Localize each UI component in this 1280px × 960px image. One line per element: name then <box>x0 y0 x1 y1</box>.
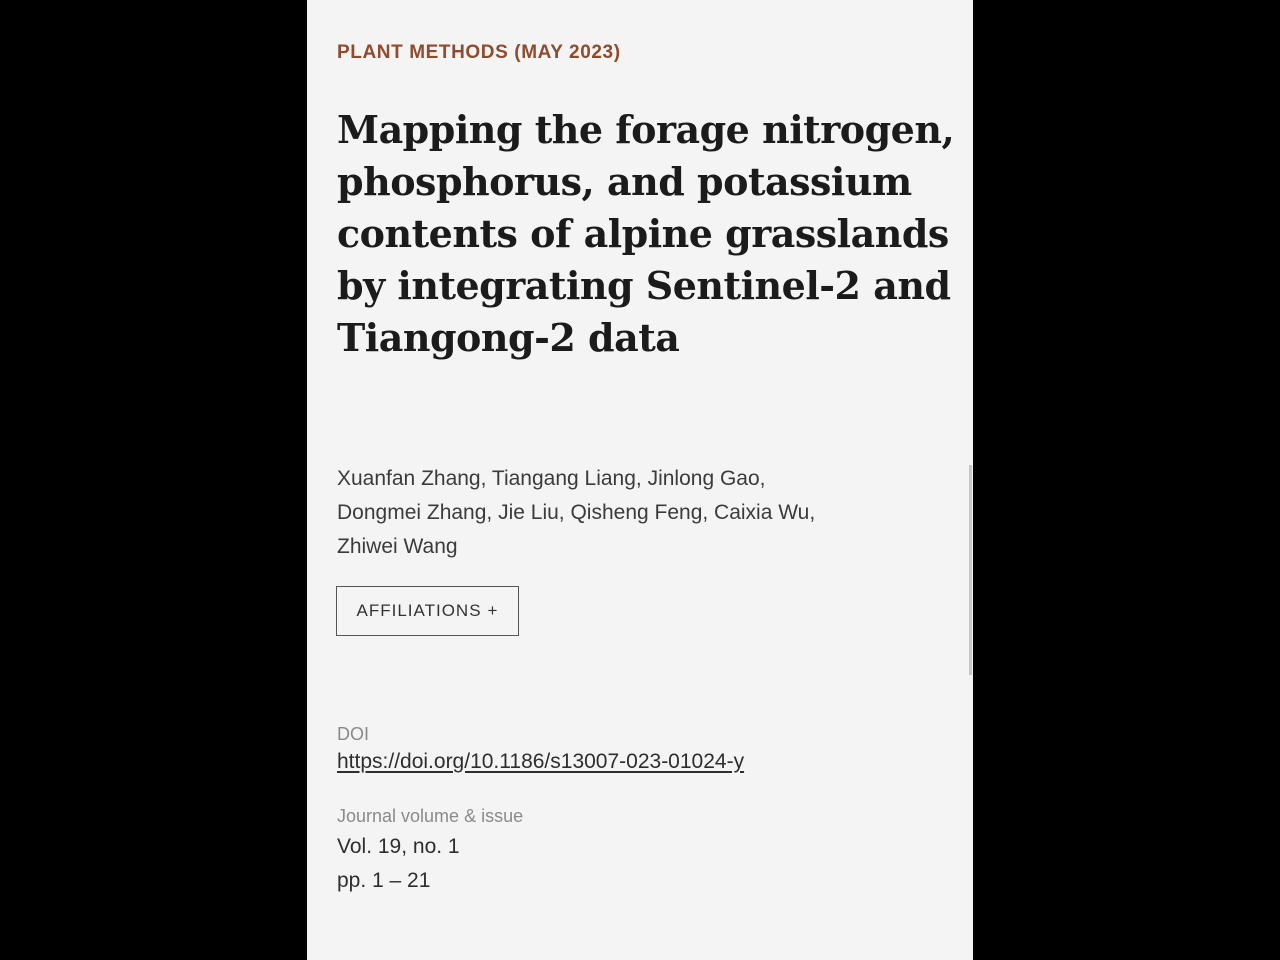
scroll-edge <box>969 465 972 675</box>
journal-issue-label: Journal volume & issue <box>337 806 524 826</box>
affiliations-button[interactable] <box>336 586 519 636</box>
author-line: Xuanfan Zhang, Tiangang Liang, Jinlong Gao, <box>337 467 766 490</box>
affiliations-label: AFFILIATIONS <box>356 601 482 620</box>
article-panel <box>307 0 973 960</box>
volume-issue: Vol. 19, no. 1 <box>337 835 460 858</box>
author-list <box>337 462 857 564</box>
author-line: Zhiwei Wang <box>337 535 458 558</box>
doi-link[interactable]: https://doi.org/10.1186/s13007-023-01024-y <box>337 750 745 773</box>
author-line: Dongmei Zhang, Jie Liu, Qisheng Feng, Caixia Wu, <box>337 501 816 524</box>
page-range: pp. 1 – 21 <box>337 869 431 892</box>
plus-icon: + <box>487 601 499 620</box>
doi-label: DOI <box>337 724 370 744</box>
journal-name: PLANT METHODS (MAY 2023) <box>337 42 621 63</box>
article-title: Mapping the forage nitrogen, phosphorus, and potassium contents of alpine grasslands by integrating Sentinel-2 and Tiangong-2 data <box>337 107 955 360</box>
